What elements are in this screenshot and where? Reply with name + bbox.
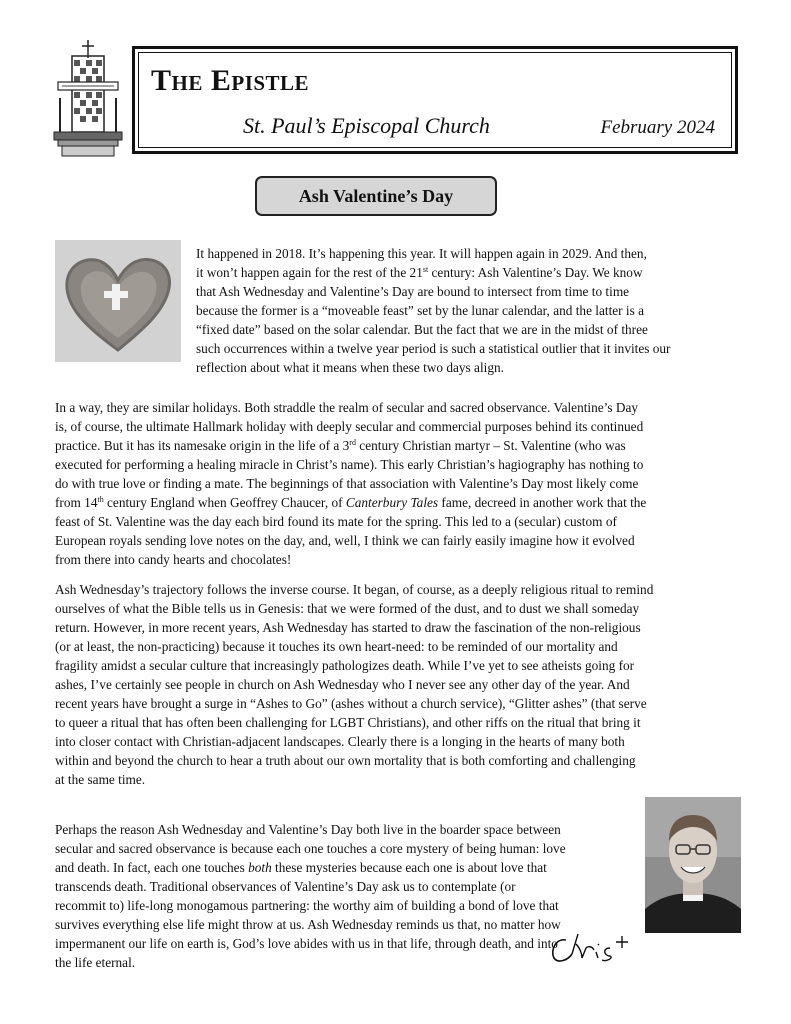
priest-portrait-photo [645,797,741,933]
paragraph-3: Ash Wednesday’s trajectory follows the inverse course. It began, of course, as a deeply religious ritual to remind ourselves of what the Bible tells us in Genesis: that we were formed of the dust, and to dust we shall someday return. However, in more recent years, Ash Wednesday has started to draw the fascination of the non-religious (or at least, the non-practicing) because it touches its own heart-need: to be reminded of our mortality and fragility amidst a secular culture that increasingly pathologizes death. While I’ve yet to see atheists going for ashes, I’ve certainly see people in church on Ash Wednesday who I never see any other day of the year. And recent years have brought a surge in “Ashes to Go” (ashes without a church service), “Glitter ashes” (that serve to queer a ritual that has often been challenging for LGBT Christians), and other riffs on the ritual that bring it into closer contact with Christian-adjacent landscapes. Clearly there is a longing in the hearts of many both within and beyond the church to hear a truth about our own mortality that is both comforting and challenging at the same time. [55,582,654,787]
signature [548,930,638,970]
church-name: St. Paul’s Episcopal Church [243,113,490,138]
paragraph-2: In a way, they are similar holidays. Both straddle the realm of secular and sacred observance. Valentine’s Day is, of course, the ultimate Hallmark holiday with deeply secular and commercial purposes behind its continued practice. But it has its namesake origin in the life of a 3rd century Christian martyr – St. Valentine (who was executed for performing a healing miracle in Christ’s name). This early Christian’s hagiography has nothing to do with true love or finding a mate. The beginnings of that association with Valentine’s Day most likely come from 14th century England when Geoffrey Chaucer, of Canterbury Tales fame, decreed in another work that the feast of St. Valentine was the day each bird found its mate for the spring. This led to a (secular) custom of European royals sending love notes on the day, and, well, I think we can fairly easily imagine how it evolved from there into candy hearts and chocolates! [55,400,647,567]
ash-heart-with-cross-image [55,240,181,362]
masthead-inner-border [138,52,732,148]
publication-title: The Epistle [151,64,310,97]
article-title: Ash Valentine’s Day [255,176,497,216]
church-tower-logo-icon [52,38,124,160]
masthead [132,46,738,154]
paragraph-4: Perhaps the reason Ash Wednesday and Valentine’s Day both live in the boarder space between secular and sacred observance is because each one touches a core mystery of being human: love and death. In fact, each one touches both these mysteries because each one is about love that transcends death. Traditional observances of Valentine’s Day ask us to contemplate (or recommit to) life-long monogamous partnering: the worthy aim of building a bond of love that survives everything else life might throw at us. Ash Wednesday reminds us that, no matter how impermanent our life on earth is, God’s love abides with us in that life, through death, and into the life eternal. [55,822,566,970]
paragraph-1: It happened in 2018. It’s happening this year. It will happen again in 2029. And then, it won’t happen again for the rest of the 21st century: Ash Valentine’s Day. We know that Ash Wednesday and Valentine’s Day are bound to intersect from time to time because the former is a “moveable feast” set by the lunar calendar, and the latter is a “fixed date” based on the solar calendar. But the fact that we are in the midst of three such occurrences within a twelve year period is such a statistical outlier that it invites our reflection about what it means when these two days align. [196,246,671,375]
issue-date: February 2024 [600,117,715,138]
